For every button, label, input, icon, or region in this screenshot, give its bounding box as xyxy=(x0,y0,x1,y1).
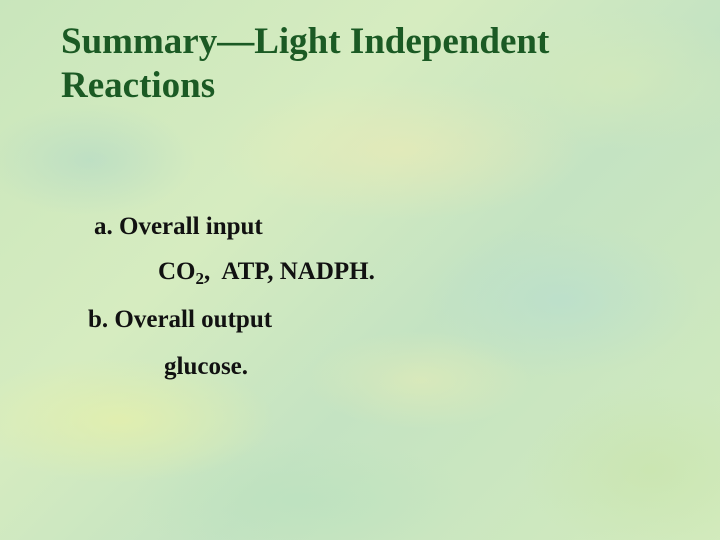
output-list: glucose. xyxy=(164,353,249,380)
slide-title: Summary—Light Independent Reactions xyxy=(61,21,550,106)
input-heading: a. Overall input xyxy=(94,213,263,240)
input-list-rest: , ATP, NADPH. xyxy=(204,258,375,285)
co2-formula-subscript: 2 xyxy=(195,269,204,288)
output-heading: b. Overall output xyxy=(88,306,273,333)
input-list xyxy=(158,257,375,287)
co2-formula-base: CO xyxy=(158,258,196,285)
